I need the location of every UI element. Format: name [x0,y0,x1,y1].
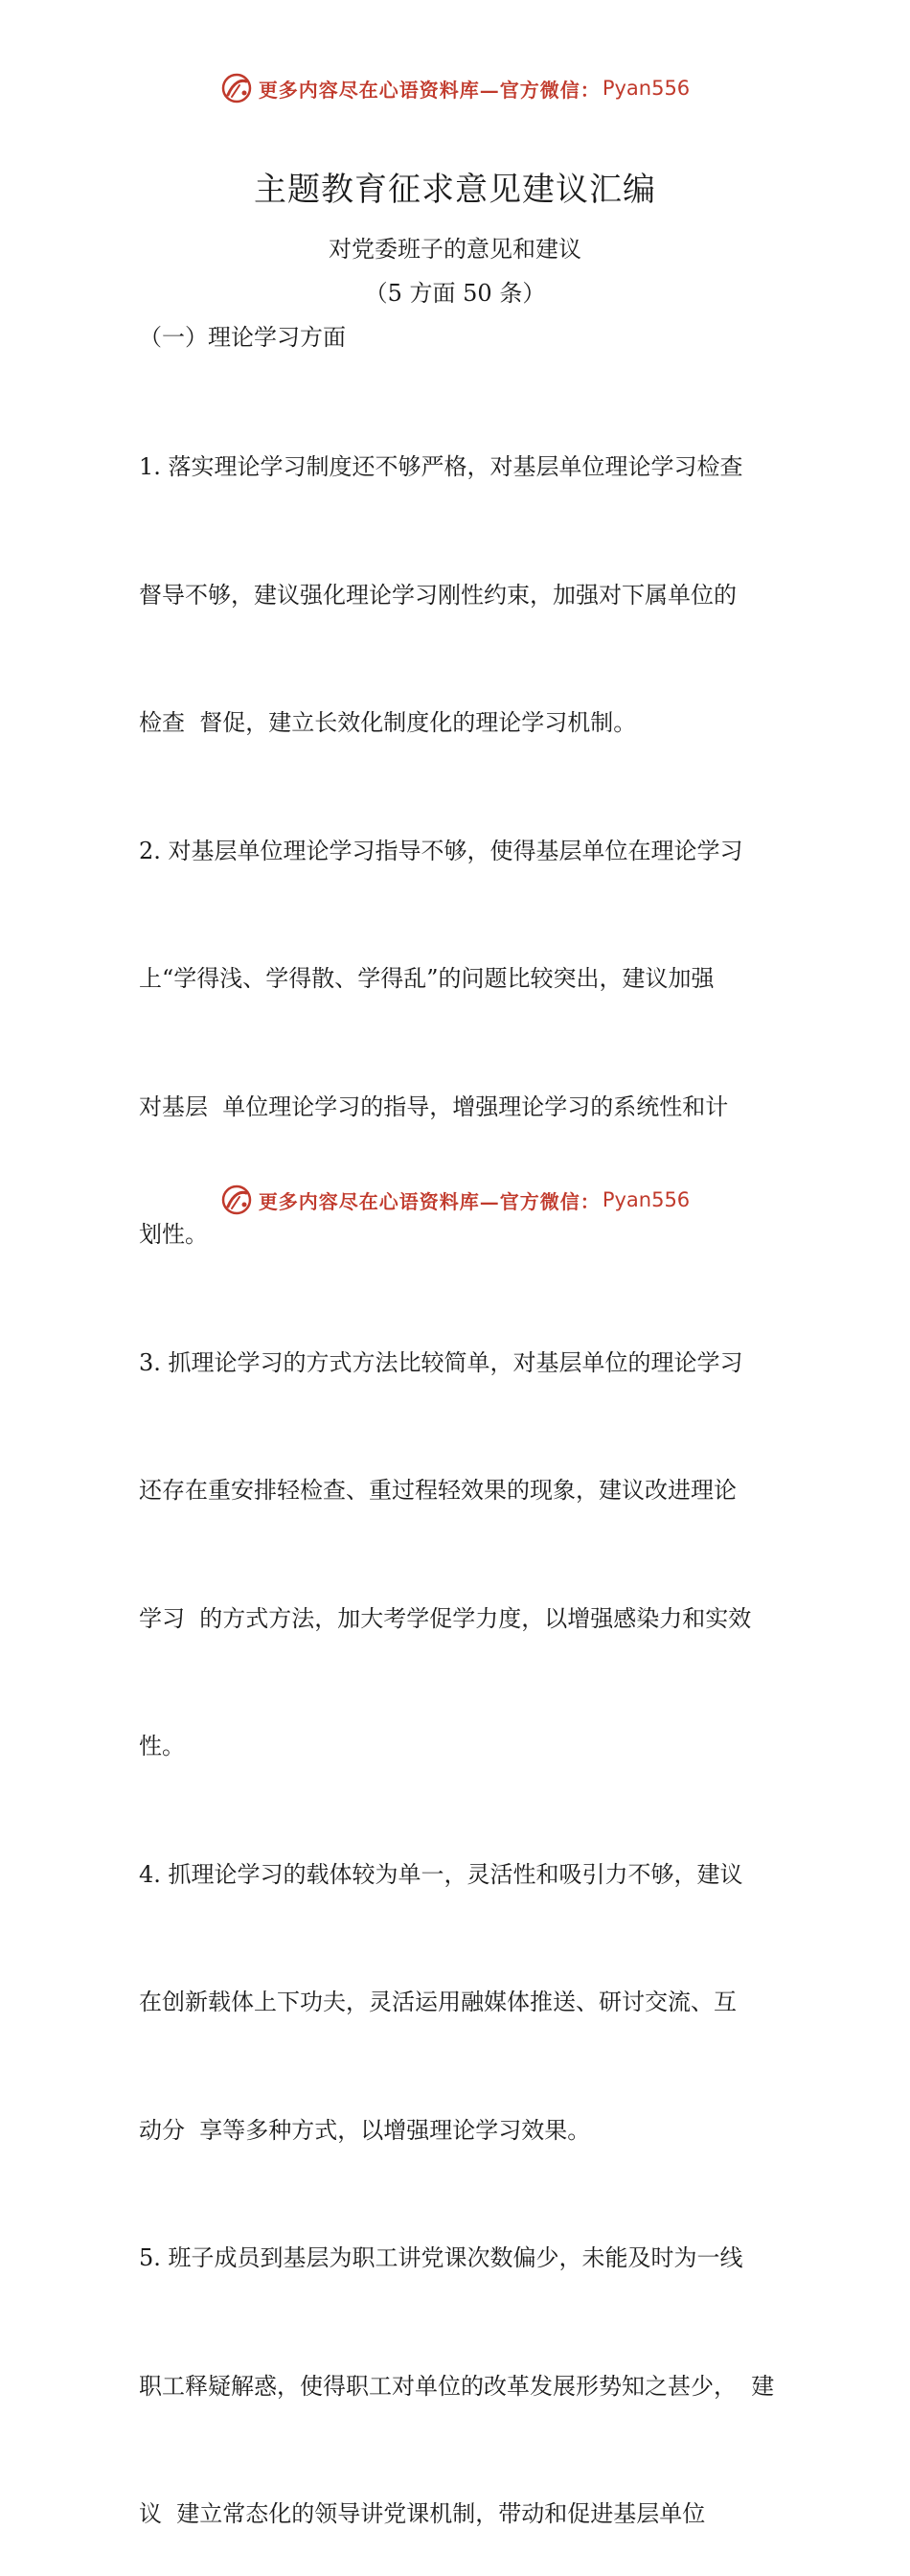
text-line: 1. 落实理论学习制度还不够严格，对基层单位理论学习检查 [139,453,743,480]
text-line: 上“学得浅、学得散、学得乱”的问题比较突出，建议加强 [139,965,715,992]
item-count: （5 方面 50 条） [364,280,546,307]
brand-logo-icon [220,1184,253,1216]
text-line: 学习 的方式方法，加大考学促学力度，以增强感染力和实效 [139,1604,752,1632]
footer-banner-text: 更多内容尽在心语资料库—官方微信： [258,1189,601,1213]
text-line: 4. 抓理论学习的载体较为单一，灵活性和吸引力不够，建议 [139,1860,743,1888]
banner-wechat-id: Pyan556 [602,77,691,100]
text-line: 在创新载体上下功夫，灵活运用融媒体推送、研讨交流、互 [139,1989,737,2015]
text-line: 检查 督促，建立长效化制度化的理论学习机制。 [139,709,637,736]
document-title: 主题教育征求意见建议汇编 [254,171,656,209]
header-banner [0,69,910,107]
document-subtitle: 对党委班子的意见和建议 [329,236,581,263]
text-line: 3. 抓理论学习的方式方法比较简单，对基层单位的理论学习 [139,1348,743,1376]
text-line: 议 建立常态化的领导讲党课机制，带动和促进基层单位 [139,2500,706,2527]
text-line: 督导不够，建议强化理论学习刚性约束，加强对下属单位的 [139,581,737,609]
text-line: 性。 [139,1733,185,1760]
section-heading: （一）理论学习方面 [139,324,346,351]
banner-text: 更多内容尽在心语资料库—官方微信： [258,78,601,102]
text-line: 职工释疑解惑，使得职工对单位的改革发展形势知之甚少， 建 [139,2372,775,2400]
footer-wechat-id: Pyan556 [602,1188,691,1211]
text-line: 5. 班子成员到基层为职工讲党课次数偏少，未能及时为一线 [139,2244,743,2271]
brand-logo-icon [220,72,253,104]
text-line: 动分 享等多种方式，以增强理论学习效果。 [139,2116,591,2144]
text-line: 划性。 [139,1221,208,1248]
footer-banner [0,1181,910,1219]
text-line: 2. 对基层单位理论学习指导不够，使得基层单位在理论学习 [139,837,743,864]
text-line: 对基层 单位理论学习的指导，增强理论学习的系统性和计 [139,1092,729,1120]
text-line: 还存在重安排轻检查、重过程轻效果的现象，建议改进理论 [139,1477,737,1504]
body-text [139,360,790,2576]
